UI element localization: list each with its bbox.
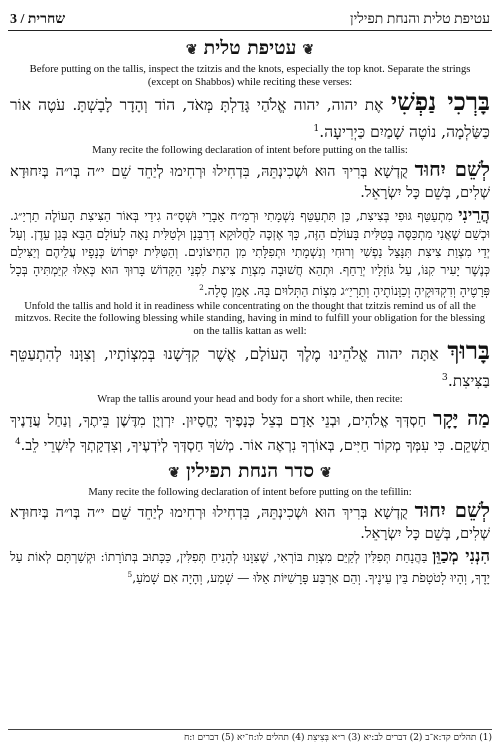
ornament-icon: ❦ xyxy=(320,464,332,481)
hareini-paragraph xyxy=(10,205,490,300)
verse-barchi-lead: בָּרְכִי נַפְשִׁי xyxy=(390,87,490,116)
leshem-yichud-tefillin xyxy=(10,500,490,545)
leshem-yichud-tallis xyxy=(10,159,490,204)
baruch-text: אַתָּה יהוה אֱלֹהֵינוּ מֶלֶךְ הָעוֹלָם, אֲשֶׁר קִדְּשָׁנוּ בְּמִצְוֹתָיו, וְצִוָּנוּ לְהִתְעַטֵּף בַּצִּיצִת. xyxy=(10,345,490,391)
footnotes: (1) תהלים קד:א־ב (2) דברים לב:יא (3) ר״א בְּצִיצִת (4) תהלים לו:ח־יא (5) דברים ו:ח xyxy=(8,729,492,744)
ornament-icon: ❦ xyxy=(185,42,198,58)
tallis-title: עטיפת טלית xyxy=(203,37,297,59)
tefillin-section-title xyxy=(8,459,492,485)
footnote-marker: 2 xyxy=(199,282,204,292)
footnote-marker: 4 xyxy=(15,436,21,447)
leshem-lead: לְשֵׁם יִחוּד xyxy=(414,499,491,523)
hareini-lead: הֲרֵינִי xyxy=(458,203,490,224)
page-label: שחרית / 3 xyxy=(10,12,66,27)
hareini-text: מִתְעַטֵּף גּוּפִי בְּצִיצִת, כֵּן תִּתְעַטֵּף נִשְׁמָתִי וּרְמַ״ח אֵבָרַי וּשְׁסָ״ה גִידַי בְּאוֹר הַצִּיצִת הָעוֹלֶה תַרְיַ״ג. וּכְשֵׁם שֶׁאֲנִי מִתְכַּסֶּה בְּטַלִּית בָּעוֹלָם הַזֶּה, כָּךְ אֶזְכֶּה לַחֲלוּקָא דְרַבָּנָן וּלְטַלִּית נָאָה לָעוֹלָם הַבָּא בְּגַן עֵדֶן. וְעַל יְדֵי מִצְוַת צִיצִת תִּנָּצֵל נַפְשִׁי וְרוּחִי וְנִשְׁמָתִי וּתְפִלָּתִי מִן הַחִיצוֹנִים. וְהַטַּלִּית יִפְרוֹשׂ כְּנָפָיו עֲלֵיהֶם וְיַצִּילֵם כְּנֶשֶׁר יָעִיר קִנּוֹ, עַל גּוֹזָלָיו יְרַחֵף. וּתְהֵא חֲשׁוּבָה מִצְוַת צִיצִת לִפְנֵי הַקָּדוֹשׁ בָּרוּךְ הוּא כְּאִלּוּ קִיַּמְתִּיהָ בְּכָל פְּרָטֶיהָ וְדִקְדּוּקֶיהָ וְכַוָּנוֹתֶיהָ וְתַרְיַ״ג מִצְוֹת הַתְּלוּיִם בָּהּ. אָמֵן סֶלָה. xyxy=(10,208,490,298)
ornament-icon: ❦ xyxy=(302,42,315,58)
tallis-instruction-1: Before putting on the tallis, inspect the tzitzis and the knots, especially the top knot. Separate the strings (except on Shabbos) while reciting these verses: xyxy=(29,64,471,88)
footnote-marker: 3 xyxy=(441,372,448,384)
leshem-text: קֻדְשָׁא בְּרִיךְ הוּא וּשְׁכִינְתֵּהּ, בִּדְחִילוּ וּרְחִימוּ לְיַחֵד שֵׁם י״ה בְּו״ה בְּיִחוּדָא שְׁלִים, בְּשֵׁם כָּל יִשְׂרָאֵל. xyxy=(10,505,490,543)
running-head xyxy=(8,6,492,31)
hineni-text: בַּהֲנָחַת תְּפִלִּין לְקַיֵּם מִצְוַת בּוֹרְאִי, שֶׁצִּוָּנוּ לְהָנִיחַ תְּפִלִּין, כַּכָּתוּב בְּתוֹרָתוֹ: וּקְשַׁרְתָּם לְאוֹת עַל יָדֶךָ, וְהָיוּ לְטֹטָפֹת בֵּין עֵינֶיךָ. וְהֵם אַרְבַּע פָּרָשִׁיּוֹת אֵלּוּ — שְׁמַע, וְהָיָה אִם שָׁמֹעַ, xyxy=(10,550,490,586)
verse-barchi xyxy=(10,87,490,144)
hineni-paragraph xyxy=(10,546,490,587)
mah-yakar-text: חַסְדְּךָ אֱלֹהִים, וּבְנֵי אָדָם בְּצֵל כְּנָפֶיךָ יֶחֱסָיוּן. יִרְוְיֻן מִדֶּשֶׁן בֵּיתֶךָ, וְנַחַל עֲדָנֶיךָ תַשְׁקֵם. כִּי עִמְּךָ מְקוֹר חַיִּים, בְּאוֹרְךָ נִרְאֶה אוֹר. מְשֹׁךְ חַסְדְּךָ לְיֹדְעֶיךָ, וְצִדְקָתְךָ לְיִשְׁרֵי לֵב. xyxy=(10,412,490,454)
tallis-section-title xyxy=(8,36,492,62)
tallis-instruction-3: Unfold the tallis and hold it in readiness while concentrating on the thought that tzitzis remind us of all the mitzvos. Recite the following blessing while standing, having in mind to fulfill your obligation for the blessing on the tallis kattan as well: xyxy=(14,300,486,337)
leshem-lead: לְשֵׁם יִחוּד xyxy=(414,157,491,181)
verse-barchi-text: אֶת יהוה, יהוה אֱלֹהַי גָּדַלְתָּ מְּאֹד, הוֹד וְהָדָר לָבָשְׁתָּ. עֹטֶה אוֹר כַּשַּׂלְמָה, נוֹטֶה שָׁמַיִם כַּיְרִיעָה. xyxy=(10,96,490,142)
running-title: עטיפת טלית והנחת תפילין xyxy=(350,12,490,27)
footnote-marker: 1 xyxy=(313,123,320,134)
tallis-blessing xyxy=(10,336,490,393)
baruch-lead: בָּרוּךְ xyxy=(447,336,490,366)
tallis-instruction-2: Many recite the following declaration of intent before putting on the tallis: xyxy=(92,145,408,157)
tallis-instruction-4: Wrap the tallis around your head and body for a short while, then recite: xyxy=(97,394,403,406)
mah-yakar-paragraph xyxy=(10,408,490,457)
footnote-marker: 5 xyxy=(127,570,133,580)
ornament-icon: ❦ xyxy=(168,464,180,481)
tefillin-title: סדר הנחת תפילין xyxy=(185,459,315,482)
mah-yakar-lead: מַה יָּקָר xyxy=(432,406,490,430)
tefillin-instruction-1: Many recite the following declaration of intent before putting on the tefillin: xyxy=(88,486,412,498)
leshem-text: קֻדְשָׁא בְּרִיךְ הוּא וּשְׁכִינְתֵּהּ, בִּדְחִילוּ וּרְחִימוּ לְיַחֵד שֵׁם י״ה בְּו״ה בְּיִחוּדָא שְׁלִים, בְּשֵׁם כָּל יִשְׂרָאֵל. xyxy=(10,163,490,201)
hineni-lead: הִנְנִי מְכַוֵּן xyxy=(432,545,490,566)
